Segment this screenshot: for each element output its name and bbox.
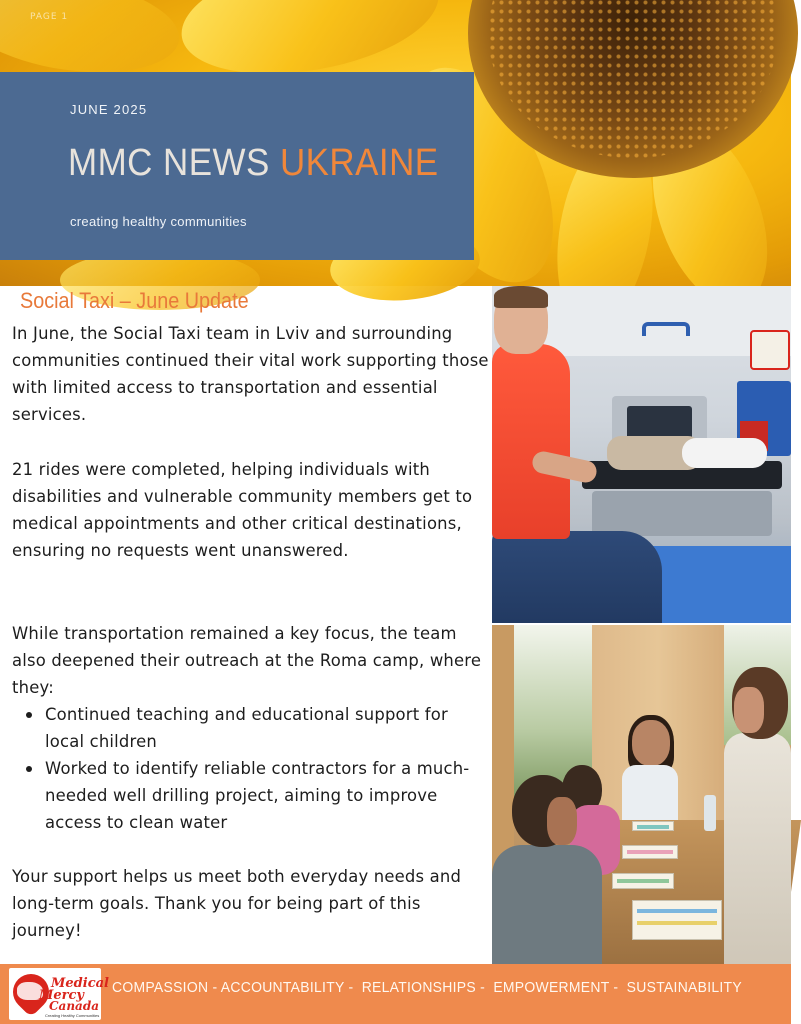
boy-shirt — [492, 845, 602, 964]
logo-text-canada: Canada — [49, 999, 99, 1013]
teacher-cardigan — [724, 733, 791, 964]
girl-shirt — [622, 765, 678, 825]
workbook — [622, 845, 678, 859]
title-box — [0, 72, 474, 260]
article-body — [0, 286, 492, 964]
driver-jeans — [492, 531, 662, 623]
footer-bar — [0, 964, 791, 1024]
core-values-text: COMPASSION - ACCOUNTABILITY - RELATIONSHIPS - EMPOWERMENT - SUSTAINABILITY — [112, 979, 742, 996]
page-tag: PAGE 1 — [30, 12, 69, 22]
stretcher-pillow — [682, 438, 767, 468]
boy-face — [547, 797, 577, 845]
issue-date: JUNE 2025 — [70, 102, 148, 117]
title-part-mmc-news: MMC NEWS — [68, 142, 270, 184]
paragraph-thanks: Your support helps us meet both everyday needs and long-term goals. Thank you for being part of this journey! — [12, 867, 462, 940]
title-part-ukraine: UKRAINE — [279, 142, 439, 184]
bullet-item-well-drilling: Worked to identify reliable contractors for a much-needed well drilling project, aiming to improve access to clean water — [22, 755, 490, 836]
ambulance-logo-sticker — [750, 330, 790, 370]
newsletter-title — [68, 142, 439, 185]
outreach-bullet-list — [22, 701, 490, 836]
teacher-face — [734, 687, 764, 733]
paragraph-rides: 21 rides were completed, helping individuals with disabilities and vulnerable community members get to medical appointments and other critical destinations, ensuring no requests went unanswered. — [12, 460, 473, 560]
ambulance-floor — [652, 546, 791, 623]
ambulance-grab-rail — [642, 322, 690, 336]
workbook — [632, 821, 674, 831]
water-bottle — [704, 795, 716, 831]
classroom-photo — [492, 625, 791, 964]
paragraph-outreach: While transportation remained a key focus, the team also deepened their outreach at the Roma camp, where they: — [12, 624, 482, 697]
workbook — [612, 873, 674, 889]
driver-hair — [494, 286, 548, 308]
paragraph-intro: In June, the Social Taxi team in Lviv and surrounding communities continued their vital work supporting those with limited access to transportation and essential services. — [12, 324, 489, 424]
medical-mercy-canada-logo — [9, 968, 109, 1020]
newsletter-tagline: creating healthy communities — [70, 214, 247, 229]
logo-text-medical: Medical — [51, 976, 109, 991]
header-banner — [0, 0, 791, 286]
stretcher-base — [592, 491, 772, 536]
logo-text-mercy: Mercy — [39, 988, 84, 1003]
logo-tagline: Creating Healthy Communities — [45, 1013, 100, 1018]
girl-face — [632, 720, 670, 766]
bullet-item-teaching: Continued teaching and educational support for local children — [22, 701, 490, 755]
driver-shirt — [492, 344, 570, 539]
ambulance-photo — [492, 286, 791, 623]
section-heading: Social Taxi – June Update — [20, 288, 249, 313]
workbook — [632, 900, 722, 940]
sunflower-seeds — [488, 0, 778, 158]
